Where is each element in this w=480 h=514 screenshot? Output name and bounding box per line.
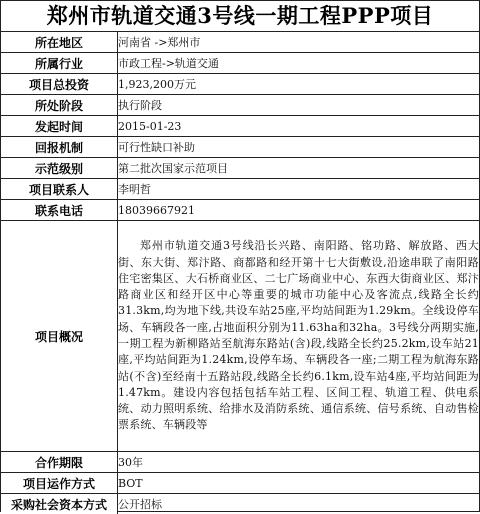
value-procure: 公开招标	[118, 494, 480, 514]
label-industry: 所属行业	[1, 53, 118, 74]
row-mode	[1, 473, 479, 494]
label-demo: 示范级别	[1, 158, 118, 179]
row-date	[1, 116, 479, 137]
project-info-table	[1, 32, 479, 514]
value-date: 2015-01-23	[118, 116, 480, 137]
value-demo: 第二批次国家示范项目	[118, 158, 480, 179]
value-contact: 李明哲	[118, 179, 480, 200]
value-term: 30年	[118, 452, 480, 473]
label-region: 所在地区	[1, 32, 118, 53]
value-mode: BOT	[118, 473, 480, 494]
row-stage	[1, 95, 479, 116]
row-phone	[1, 200, 479, 221]
page-title: 郑州市轨道交通3号线一期工程PPP项目	[1, 1, 479, 32]
row-term	[1, 452, 479, 473]
value-region: 河南省 ->郑州市	[118, 32, 480, 53]
label-date: 发起时间	[1, 116, 118, 137]
value-investment: 1,923,200万元	[118, 74, 480, 95]
row-demo	[1, 158, 479, 179]
row-procure	[1, 494, 479, 514]
label-procure: 采购社会资本方式	[1, 494, 118, 514]
label-contact: 项目联系人	[1, 179, 118, 200]
label-mode: 项目运作方式	[1, 473, 118, 494]
value-phone: 18039667921	[118, 200, 480, 221]
label-term: 合作期限	[1, 452, 118, 473]
row-investment	[1, 74, 479, 95]
value-payback: 可行性缺口补助	[118, 137, 480, 158]
label-phone: 联系电话	[1, 200, 118, 221]
row-payback	[1, 137, 479, 158]
row-overview	[1, 221, 479, 452]
label-stage: 所处阶段	[1, 95, 118, 116]
row-industry	[1, 53, 479, 74]
row-region	[1, 32, 479, 53]
value-industry: 市政工程->轨道交通	[118, 53, 480, 74]
label-investment: 项目总投资	[1, 74, 118, 95]
value-overview: 郑州市轨道交通3号线沿长兴路、南阳路、铭功路、解放路、西大街、东大街、郑汴路、商都路和经开第十七大街敷设,沿途串联了南阳路住宅密集区、大石桥商业区、二七广场商业中心、东西大街商业区、郑汴路商业区和经开区中心等重要的城市功能中心及客流点,线路全长约31.3km,均为地下线,共设车站25座,平均站间距为1.29km。全线设停车场、车辆段各一座,占地面积分别为11.63ha和32ha。3号线分两期实施,一期工程为新柳路站至航海东路站(含)段,线路全长约25.2km,设车站21座,平均站间距为1.24km,设停车场、车辆段各一座;二期工程为航海东路站(不含)至经南十五路站段,线路全长约6.1km,设车站4座,平均站间距为1.47km。建设内容包括包括车站工程、区间工程、轨道工程、供电系统、动力照明系统、给排水及消防系统、通信系统、信号系统、自动售检票系统、车辆段等	[118, 221, 480, 452]
label-payback: 回报机制	[1, 137, 118, 158]
label-overview: 项目概况	[1, 221, 118, 452]
value-stage: 执行阶段	[118, 95, 480, 116]
row-contact	[1, 179, 479, 200]
